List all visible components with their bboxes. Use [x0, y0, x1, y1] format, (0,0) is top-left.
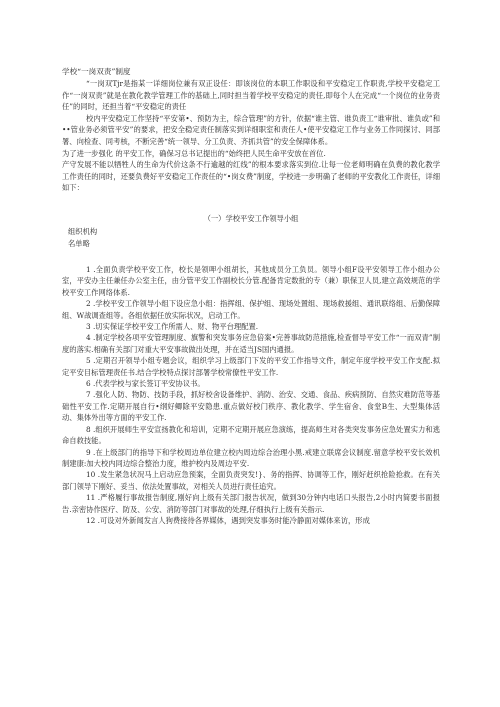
duty-list [62, 264, 440, 526]
intro-paragraph: 校内平安稳定工作坚持“平安第•、预防为主，综合管理”的方针，依据“谁主管、谁负责工“谁审批、谁负或”和••管业务必须管平安”的要求，把安全稳定责任制落实到详细职室和责任人•使平安稳定工作与业务工作同探讨、同部署、向检查、同考核，不断完善“统一领导、分工负责、齐抓共管”的安全保障体系。 [62, 113, 440, 146]
list-item: 11 .严格履行事故报告制度,刚好向上级有关部门报告状况，做到30分钟内电话口头报告,2小时内简要书面报告.亲密协作医疗、防及、公安、消防等部门对事故的处理,仔细执行上级有关指示. [62, 493, 440, 514]
list-item: 6 .代表学校与家长签订平安协议书。 [86, 379, 205, 389]
document-title: 学校“一岗双责”制度 [62, 67, 131, 76]
intro-paragraph: 为了进一步强化 的平安工作，确保习总书记提出的“始终把人民生命平安放在首位. [62, 148, 326, 158]
intro-section [62, 78, 440, 194]
list-item: 9 .在上级部门的指导下和学校周边单位建立校内周边综合治理小黑.戒建立联席会议制度.留意学校平安长效机制建康:加大校内同边综合整治力度，维护校内及周边平安. [62, 447, 440, 468]
org-label: 名单略 [68, 239, 90, 248]
list-item: 12 .可设对外新闻发言人狗费接待各界媒体，遇到突发事务时能冷静面对媒体来访，形成 [86, 515, 370, 525]
list-item: 3 .切实保证学校平安工作所需人、财、物平台理配置. [86, 322, 259, 332]
list-item: 10 .发生紧急状况马上启动应急预案，全面负责突发!}、务的指挥、协调等工作，刚好赶织抢险抢救。在有关部门领导下刚好、妥当、依法处置事故，对相关人员进行责任追究。 [62, 470, 440, 491]
list-item: 2 .学校平安工作领导小组下设应急小组：指挥组、保护组、现场处置组、现场救援组、通讯联络组、后勤保障组、W战调查组等。各组依据任放实际状况，启动工作。 [62, 299, 440, 320]
list-item: 7 .强化人防、物防、技防手段，抓好校舍设备维护、消防、治安、交通、食品、疾病预防、自然灾难防范等基础性平安工作.定期开展自行•纲好鲫除平安隐患.重点做好校门秩序、教化教学、学生宿舍、食堂B生、大型集体活动、集体外出等方面的平安工作. [62, 390, 440, 423]
list-item: 4 .制定学校各项平安管理制度、旗警和突发事务应急倍案•完善事故防范措施,检查督导平安工作“一而双青”制度的落实.相确有关部门对重大平安事故做出处理，并在适当JS国内通报。 [62, 333, 440, 354]
list-item: 5 .定期召开领导小组专题会议，组织学习上级部门下发的平安工作指导文件，制定年度学校平安工作支配.拟定平安目标管理责任书.结合学校特点探讨部署学校常僚性平安工作. [62, 356, 440, 377]
intro-paragraph: “一岗双Tjr是指某一详细岗位兼有双正设任：即该岗位的本职工作职设和平安稳定工作职责,学校平安稳定工作“一岗双责”就是在教化教学管理工作的基础上,同时担当着学校平安稳定的责任,即每个人在完成“一个岗位的业务责任”的同时，还担当着“平安稳定的责任 [62, 79, 440, 112]
org-labels [68, 226, 446, 250]
section-title: （一）学校平安工作领导小组 [203, 214, 299, 223]
list-item: 1 .全面负责学校平安工作，校长是领呷小组胡长，其他成员分工负员。领导小组F设平安领导工作小组办公室，平安办主任兼任办公室主任，由分管平安工作副校长分管.配备肯定数批的专（兼）职保卫人员,建立高效规范的学校平安工作网络体系. [62, 265, 440, 297]
section-heading-wrap [62, 213, 440, 225]
intro-paragraph: 产守发展不能以牺牲人的生命为代价这条不行逾越的红线”的根本要求落实到位.让每一位老师明确在负费的教化教学工作责任的同时，还要负费好平安稳定工作责任的“•岗女费”制度，学校进一步明确了老师的平安教化工作责任，详细如下： [62, 160, 440, 193]
list-item: 8 .组织开展师生平安宣扬教化和培训，定期不定期开展应急演练，提高师生对各类突发事务应急处置实力和逃命自救技能。 [62, 424, 440, 446]
org-label: 组织机构 [68, 227, 98, 236]
